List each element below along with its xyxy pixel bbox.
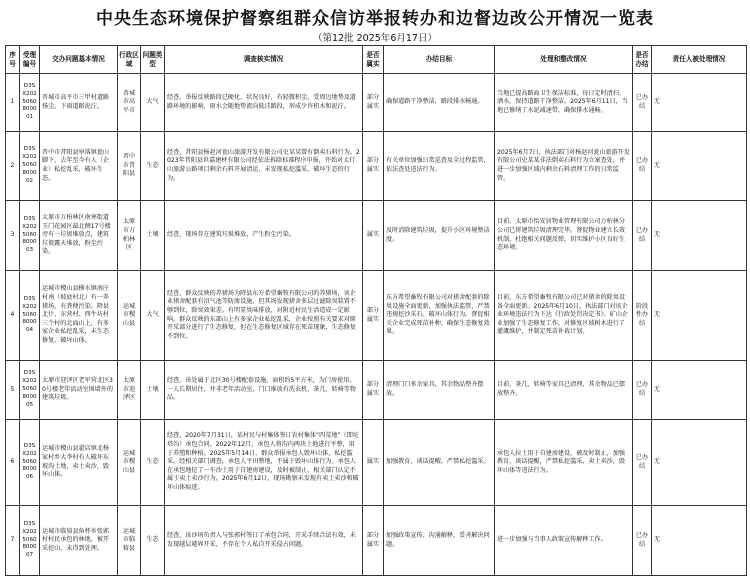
cell-done: 阶段性办结 [633,271,652,361]
header-goal: 办结目标 [384,46,495,74]
cell-goal: 有关单位加强日常巡查及全过程监管，依法查处违法行为。 [384,132,495,201]
cell-id: D3SX2025060800006 [20,420,40,506]
table-row [6,132,747,201]
cell-region: 太原市迎泽区 [118,361,141,420]
table-header-row [6,46,747,74]
header-desc: 交办问题基本情况 [40,46,118,74]
cell-punish: 无 [652,132,747,201]
cell-goal: 及时消除建筑垃圾，提升小区环境整洁度。 [384,201,495,271]
cell-done: 已办结 [633,506,652,576]
cell-rectification: 目前，茶几、转椅等家具已清理，其余物品已摆放整齐。 [495,361,633,420]
cell-punish: 无 [652,201,747,271]
cell-region: 运城市稷山县 [118,420,141,506]
cell-verified: 部分属实 [363,361,384,420]
cell-id: D3SX2025060800005 [20,361,40,420]
cell-rectification: 当地已提高路面卫生保洁标准，每日定时清扫、洒水，保持道路干净整洁。2025年6月11日，当地已修缮了水泥减速带，确保排水通畅。 [495,74,633,132]
cell-verified: 部分属实 [363,132,384,201]
report-table-wrapper [5,45,746,576]
table-row [6,506,747,576]
cell-verified: 部分属实 [363,74,384,132]
cell-desc: 晋城市高平市三甲村道路扬尘，下雨道路泥泞。 [40,74,118,132]
report-table [5,45,747,576]
header-punish: 责任人被处理情况 [652,46,747,74]
cell-verified: 属实 [363,420,384,506]
cell-rectification: 2025年6月7日，执法部门对杨赵河瓮山旅游开发有限公司史某某非法倒卖石料行为立案查处，并进一步加强区域内剩余石料清理工作的日常监管。 [495,132,633,201]
header-type: 问题类型 [141,46,165,74]
cell-region: 太原市万柏林区 [118,201,141,271]
cell-goal: 东方希望畜牧有限公司对猪舍配套的除臭设施全面更新，加强执法监管，严禁违规挖沙采石、破坏山体行为。督促相关企业完成死苗补种，确保生态修复效果。 [384,271,495,361]
cell-punish: 无 [652,420,747,506]
cell-type: 土壤 [141,361,165,420]
cell-type: 生态 [141,420,165,506]
cell-region: 晋中市昔阳县 [118,132,141,201]
cell-id: D3SX2025060800002 [20,132,40,201]
cell-id: D3SX2025060800001 [20,74,40,132]
cell-investigation: 经查，该沙场负责人与张郭村签订了承包合同，开采手续合法有效，未发现越层越界开采，不存在个人私自开采侵占问题。 [165,506,363,576]
cell-desc: 太原市迎泽区老军营北区30号楼老年活动室围墙外的建筑垃圾。 [40,361,118,420]
cell-investigation: 经查，举报反映路段已硬化，状况良好，有轻微积尘。受周边地势及道路环境的影响，雨水会随地势流向低洼路段，形成少许积水和泥泞。 [165,74,363,132]
cell-investigation: 经查，现场存在建筑垃圾堆放，产生粉尘污染。 [165,201,363,271]
cell-no: 2 [6,132,20,201]
cell-verified: 部分属实 [363,271,384,361]
cell-done: 已办结 [633,132,652,201]
cell-investigation: 经查，该处属于北区30号楼配套设施，面积约5平方米，为门房使用，一人长期居住，并非老年活动室，门口堆放有洗衣机、茶几、转椅等物品。 [165,361,363,420]
cell-no: 4 [6,271,20,361]
table-row [6,271,747,361]
cell-no: 5 [6,361,20,420]
cell-no: 1 [6,74,20,132]
cell-type: 大气 [141,271,165,361]
cell-punish: 无 [652,506,747,576]
cell-goal: 确保道路干净整洁，路段排水畅通。 [384,74,495,132]
table-row [6,201,747,271]
cell-type: 生态 [141,132,165,201]
cell-verified: 部分属实 [363,506,384,576]
cell-type: 土壤 [141,201,165,271]
cell-no: 6 [6,420,20,506]
table-row [6,74,747,132]
cell-desc: 运城市临猗县角杯乡张郭村村民承包的林地，被开采挖山，未得到处理。 [40,506,118,576]
cell-rectification: 进一步加强与当事人政策宣传解释工作。 [495,506,633,576]
cell-done: 已办结 [633,74,652,132]
page-title: 中央生态环境保护督察组群众信访举报转办和边督边改公开情况一览表 [96,9,654,29]
cell-desc: 运城市稷山县横水镇南庄村南（坡底村北）有一养猪场，有粪便污染。降县北什、东营村、西牛坊村三个村的北面山上，有多家企业私挖乱采，未生态修复，破坏山体。 [40,271,118,361]
cell-goal: 清理门口多余家具，其余物品整齐摆放。 [384,361,495,420]
cell-done: 已办结 [633,201,652,271]
page-subtitle: （第12批 2025年6月17日） [313,33,437,44]
cell-verified: 属实 [363,201,384,271]
cell-id: D3SX2025060800004 [20,271,40,361]
cell-goal: 加强教育，谈话提醒，严禁私挖滥采。 [384,420,495,506]
header-done: 是否办结 [633,46,652,74]
header-rectification: 处理和整改情况 [495,46,633,74]
cell-desc: 太原市万柏林区南寒街道玉门花园区最北侧17号楼旁有一垃圾堆放点，建筑垃圾露天堆放，粉尘污染。 [40,201,118,271]
cell-id: D3SX2025060800003 [20,201,40,271]
cell-rectification: 承包人拉土用于自建房建设，被及时制止，加强教育，谈话提醒，严禁私挖滥采，卖土卖沙，毁坏山体等违法行为。 [495,420,633,506]
table-row [6,420,747,506]
cell-type: 生态 [141,506,165,576]
cell-done: 已办结 [633,361,652,420]
cell-investigation: 经查，2020年7月31日，某村民与村集体签订农村集体“四荒地”（即坨塔沟）承包合同。2022年12月，承包人将沟内两块土地进行平整，用于养殖和种植。2025年5月14日，群众举报承包人毁坏山体，私挖滥采。经相关部门调查，承包人平田整地，不属于毁坏山体行为。承包人在承包地挖了一车沙土用于自建房建设，及时被制止，相关部门认定不属于卖土卖沙行为。2025年6月12日，现场勘察未发现有卖土卖沙和破坏山体痕迹。 [165,420,363,506]
cell-desc: 晋中市昔阳县皋落镇瓮山脚下，去年至今有人（企业）私挖乱采，破坏生态。 [40,132,118,201]
cell-desc: 运城市稷山县翟店镇北杨家村乡大李村有人破坏东坡沟土地，卖土卖沙，毁坏山体。 [40,420,118,506]
header-no: 序号 [6,46,20,74]
cell-id: D3SX2025060800007 [20,506,40,576]
cell-punish: 无 [652,361,747,420]
cell-region: 晋城市高平市 [118,74,141,132]
cell-no: 7 [6,506,20,576]
cell-punish: 无 [652,74,747,132]
cell-no: 3 [6,201,20,271]
cell-goal: 加强政策宣传、沟通解释，妥善解决问题。 [384,506,495,576]
cell-investigation: 经查，群众反映的养猪场为降县东方希望畜牧有限公司的养猪场，该企业猪舍配套有沼气池等防渗设施，但其场发现猪舍多层过滤除臭装置不够到位，除臭效果差。有明显臭味排放，对附近村民生活造成一定影响。群众反映的东部山上有多家企业私挖乱采，企业按照有关要求对原开采部分进行了生态修复，但在生态修复区域存在死苗现象，生态修复不到位。 [165,271,363,361]
cell-investigation: 经查，昔阳县杨赵河瓮山旅游开发有限公司史某某曾有倒卖石料行为。2023年昔阳县世嘉建材有限公司经依法拆除标准程序申报，开始对太行山旅游公路项目剩余石料开展清运，未发现私挖滥采、破坏生态的行为。 [165,132,363,201]
cell-region: 运城市稷山县 [118,271,141,361]
cell-done: 已办结 [633,420,652,506]
header-investigation: 调查核实情况 [165,46,363,74]
cell-type: 大气 [141,74,165,132]
header-verified: 是否属实 [363,46,384,74]
table-row [6,361,747,420]
header-region: 行政区域 [118,46,141,74]
cell-punish: 无 [652,271,747,361]
cell-rectification: 目前，太原市怡安居物业管理有限公司万柏林分公司已将建筑垃圾清理完毕。督促物业建立长效机制，杜绝相关问题反弹，切实维护小区良好生态环境。 [495,201,633,271]
header-id: 受理编号 [20,46,40,74]
cell-rectification: 目前，东方希望畜牧有限公司已对猪舍的除臭设备全面更新。2025年6月10日，执法部门对该企业环境违法行为下达《行政处罚决定书》。矿山企业加强了生态修复工作，对修复区域树木进行了灌溉维护，并制定死苗补栽计划。 [495,271,633,361]
cell-region: 运城市临猗县 [118,506,141,576]
